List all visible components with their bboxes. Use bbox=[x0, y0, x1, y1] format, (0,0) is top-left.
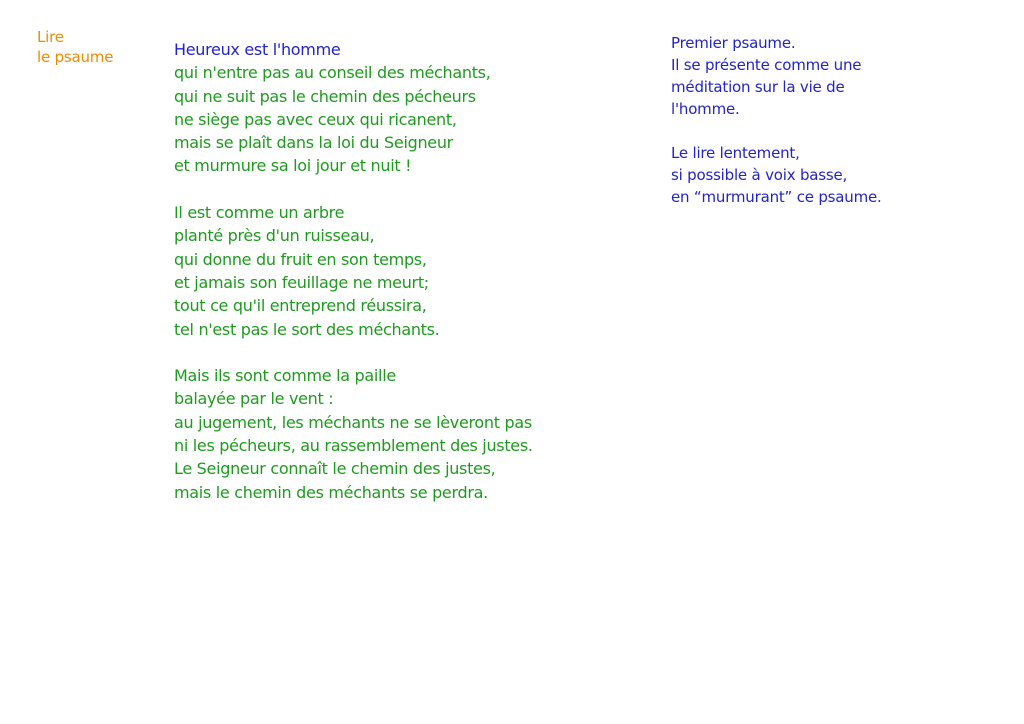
poem-line: qui donne du fruit en son temps, bbox=[174, 249, 427, 269]
stanza-3 bbox=[174, 364, 624, 504]
poem-line: tel n'est pas le sort des méchants. bbox=[174, 319, 440, 339]
note-line: Il se présente comme une bbox=[671, 56, 862, 74]
poem-line: Mais ils sont comme la paille bbox=[174, 366, 396, 386]
poem-line: tout ce qu'il entreprend réussira, bbox=[174, 296, 427, 316]
side-title-line-1: Lire bbox=[37, 28, 64, 46]
poem-line: Il est comme un arbre bbox=[174, 203, 345, 223]
note-line: si possible à voix basse, bbox=[671, 166, 848, 184]
poem-line: balayée par le vent : bbox=[174, 389, 334, 409]
note-line: méditation sur la vie de bbox=[671, 78, 845, 96]
poem-line: qui ne suit pas le chemin des pécheurs bbox=[174, 86, 476, 106]
side-title bbox=[37, 27, 113, 67]
note-line: Premier psaume. bbox=[671, 34, 796, 52]
note-block-2 bbox=[671, 142, 1001, 208]
note-line: Le lire lentement, bbox=[671, 144, 800, 162]
poem-line: Heureux est l'homme bbox=[174, 40, 341, 59]
poem-line: au jugement, les méchants ne se lèveront pas bbox=[174, 412, 532, 432]
side-title-line-2: le psaume bbox=[37, 48, 114, 66]
poem-line: et jamais son feuillage ne meurt; bbox=[174, 272, 429, 292]
psalm-text bbox=[174, 38, 624, 527]
poem-line: mais le chemin des méchants se perdra. bbox=[174, 482, 488, 502]
poem-line: qui n'entre pas au conseil des méchants, bbox=[174, 63, 491, 83]
note-line: en “murmurant” ce psaume. bbox=[671, 188, 882, 206]
reading-notes bbox=[671, 32, 1001, 230]
poem-line: mais se plaît dans la loi du Seigneur bbox=[174, 133, 453, 153]
poem-line: Le Seigneur connaît le chemin des justes, bbox=[174, 459, 496, 479]
poem-line: et murmure sa loi jour et nuit ! bbox=[174, 156, 412, 176]
stanza-1 bbox=[174, 38, 624, 178]
note-line: l'homme. bbox=[671, 100, 740, 118]
poem-line: ni les pécheurs, au rassemblement des justes. bbox=[174, 436, 533, 456]
note-block-1 bbox=[671, 32, 1001, 120]
stanza-2 bbox=[174, 201, 624, 341]
poem-line: ne siège pas avec ceux qui ricanent, bbox=[174, 109, 457, 129]
poem-line: planté près d'un ruisseau, bbox=[174, 226, 375, 246]
